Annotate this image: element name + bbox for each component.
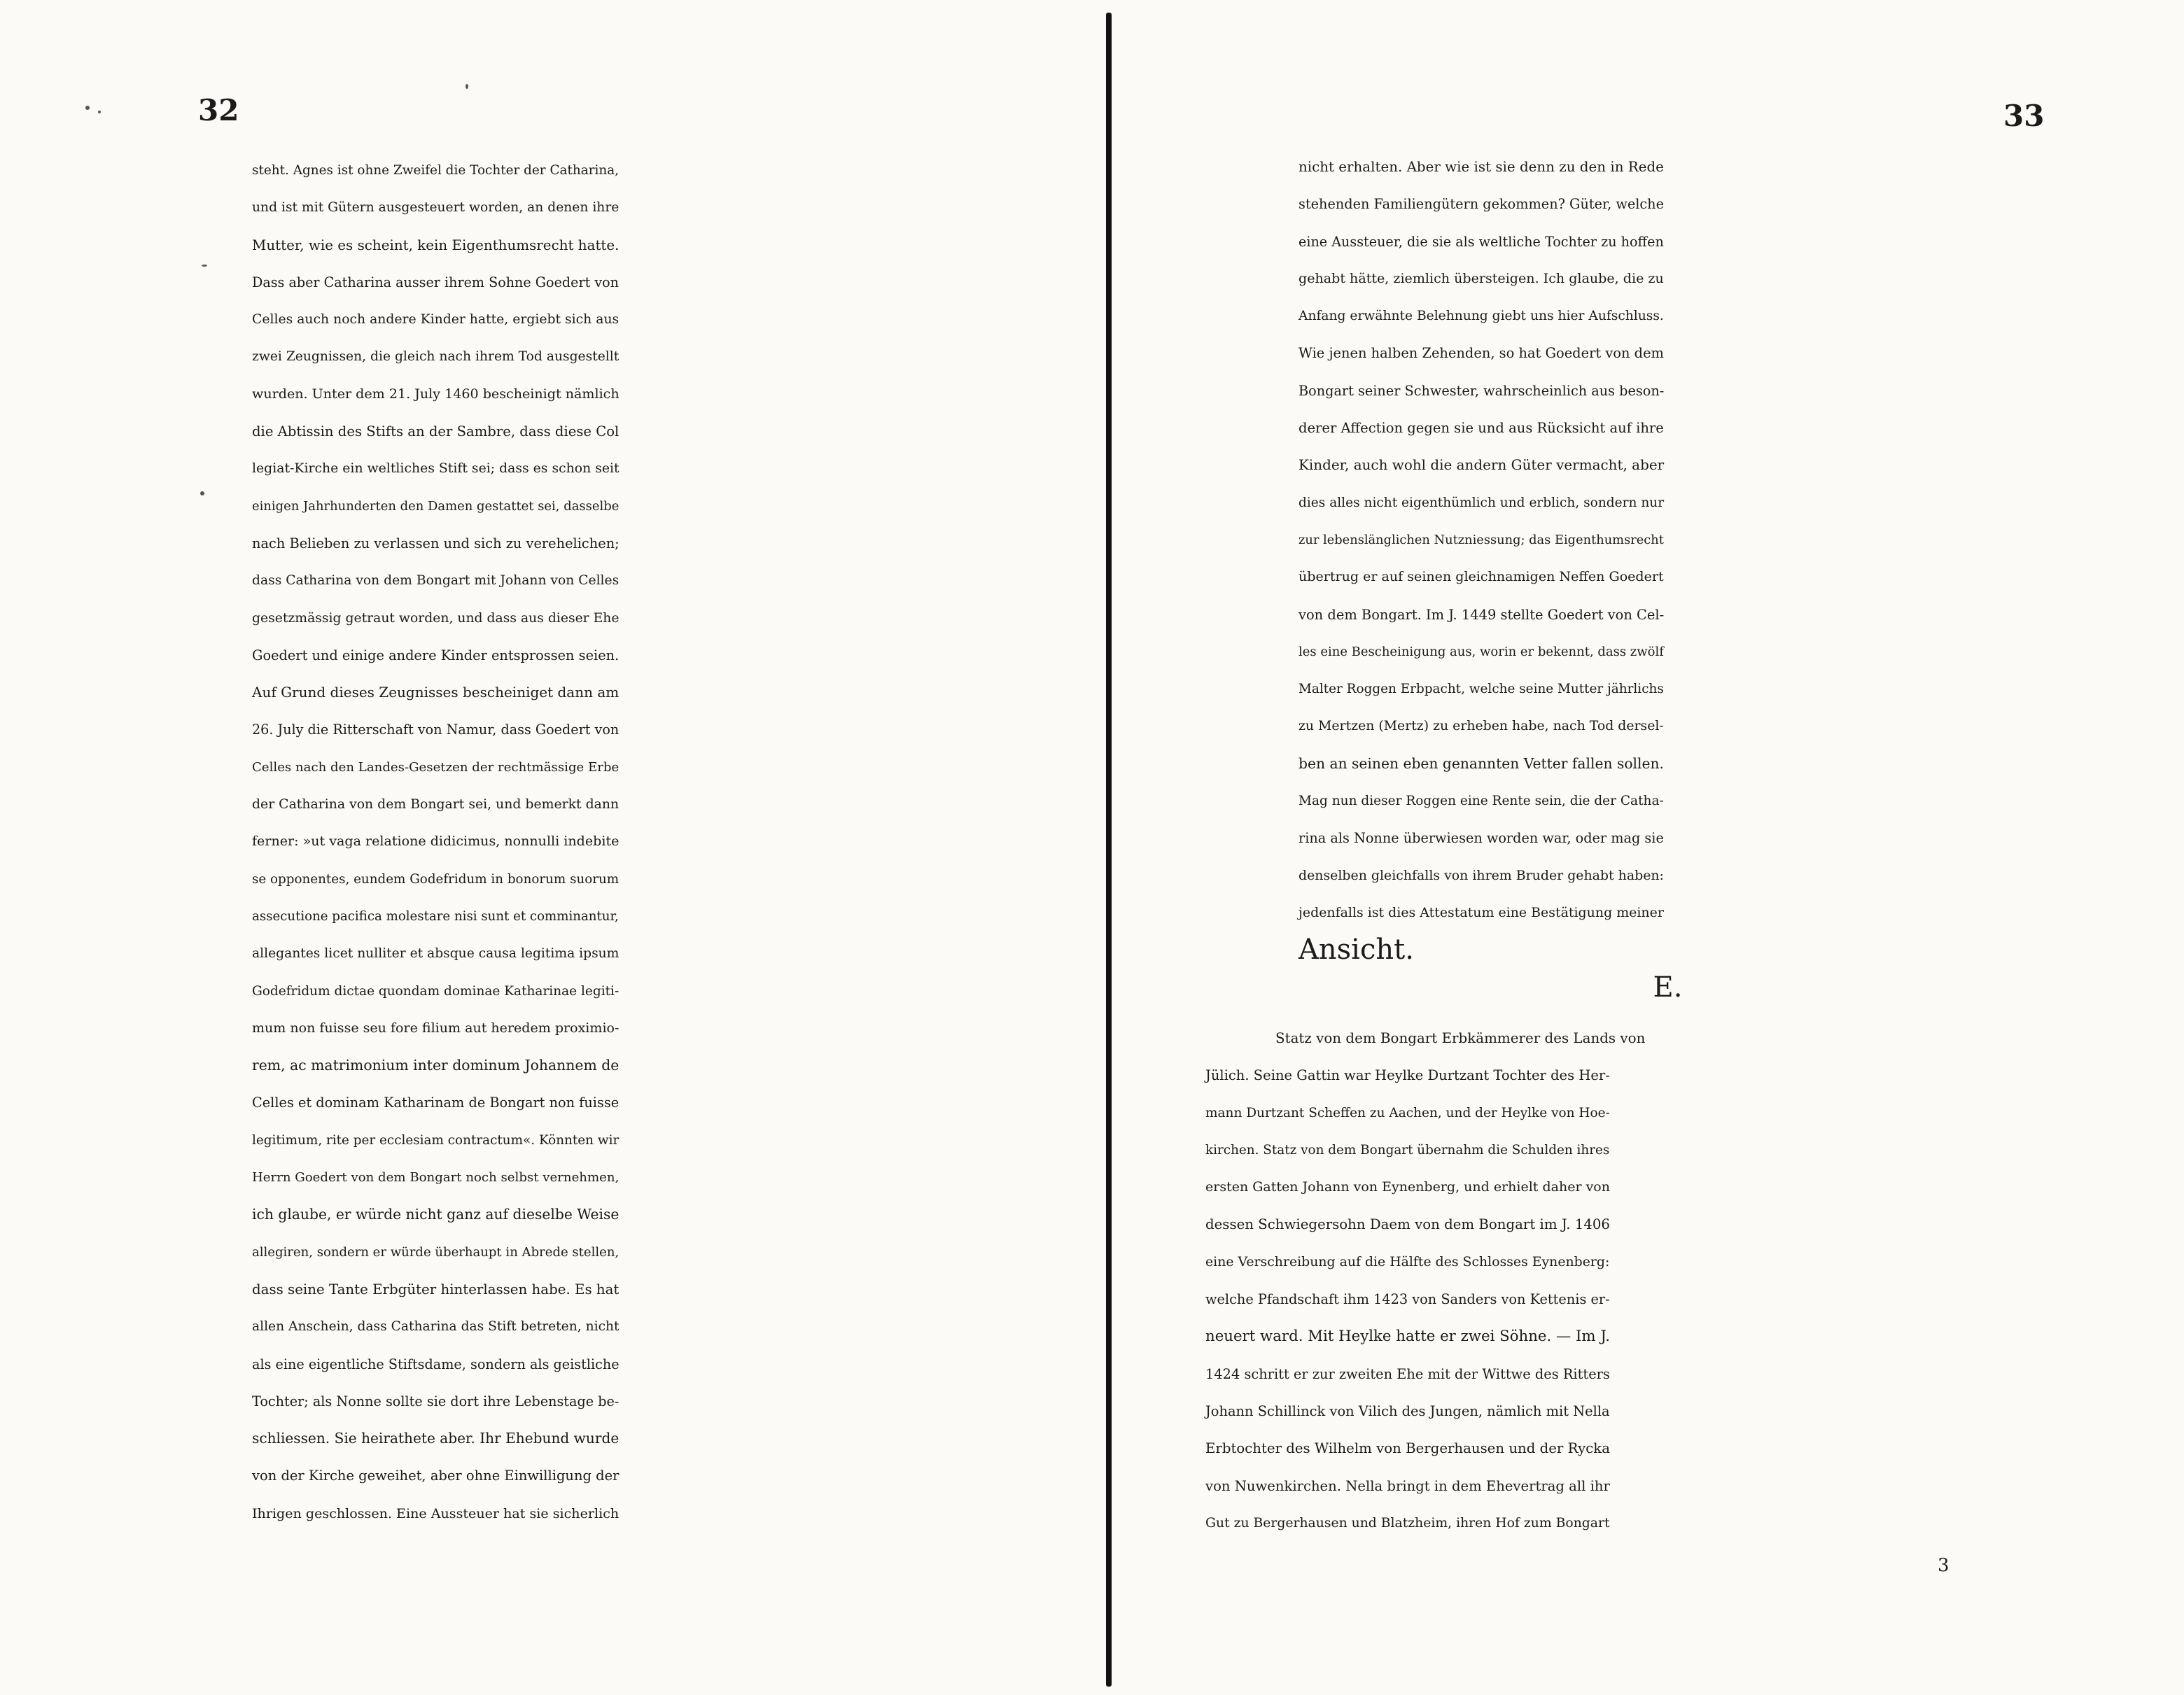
text-line: neuert ward. Mit Heylke hatte er zwei Söhne. — Im J. xyxy=(1205,1328,1610,1346)
text-line: steht. Agnes ist ohne Zweifel die Tochter der Catharina, xyxy=(252,163,620,178)
text-line: der Catharina von dem Bongart sei, und bemerkt dann xyxy=(252,797,620,813)
text-line: mum non fuisse seu fore filium aut heredem proximio- xyxy=(252,1020,620,1036)
text-line: Johann Schillinck von Vilich des Jungen, nämlich mit Nella xyxy=(1205,1402,1610,1419)
page-number-right: 33 xyxy=(2003,99,2045,133)
signature-mark: 3 xyxy=(1938,1555,1949,1576)
text-line: stehenden Familiengütern gekommen? Güter, welche xyxy=(1298,196,1664,213)
text-line: nach Belieben zu verlassen und sich zu verehelichen; xyxy=(252,535,620,551)
print-speck xyxy=(85,106,90,110)
text-line: assecutione pacifica molestare nisi sunt et comminantur, xyxy=(252,908,619,924)
text-line: allegantes licet nulliter et absque causa legitima ipsum xyxy=(252,946,620,962)
text-line: die Abtissin des Stifts an der Sambre, dass diese Col xyxy=(252,423,620,440)
text-line: Wie jenen halben Zehenden, so hat Goedert von dem xyxy=(1298,345,1664,362)
text-line: zu Mertzen (Mertz) zu erheben habe, nach Tod dersel- xyxy=(1298,718,1664,734)
text-line: legitimum, rite per ecclesiam contractum«. Könnten wir xyxy=(252,1132,620,1148)
text-line: 1424 schritt er zur zweiten Ehe mit der Wittwe des Ritters xyxy=(1205,1365,1610,1382)
print-speck xyxy=(200,491,204,495)
text-line: dies alles nicht eigenthümlich und erblich, sondern nur xyxy=(1298,495,1665,510)
text-line: ben an seinen eben genannten Vetter fallen sollen. xyxy=(1298,754,1664,772)
text-line: von Nuwenkirchen. Nella bringt in dem Ehevertrag all ihr xyxy=(1205,1477,1610,1494)
text-line: von dem Bongart. Im J. 1449 stellte Goedert von Cel- xyxy=(1298,606,1665,623)
text-line: Anfang erwähnte Belehnung giebt uns hier Aufschluss. xyxy=(1298,309,1664,324)
page-number-left: 32 xyxy=(198,93,239,127)
text-line: Ansicht. xyxy=(1298,934,1414,966)
text-line: eine Verschreibung auf die Hälfte des Schlosses Eynenberg: xyxy=(1205,1253,1610,1270)
text-line: Gut zu Bergerhausen und Blatzheim, ihren Hof zum Bongart xyxy=(1205,1515,1610,1531)
text-line: mann Durtzant Scheffen zu Aachen, und der Heylke von Hoe- xyxy=(1205,1105,1610,1120)
text-line: schliessen. Sie heirathete aber. Ihr Ehebund wurde xyxy=(252,1430,620,1447)
text-line: Erbtochter des Wilhelm von Bergerhausen und der Rycka xyxy=(1205,1440,1610,1457)
section-heading: E. xyxy=(1653,971,1683,1004)
text-line: ferner: »ut vaga relatione didicimus, nonnulli indebite xyxy=(252,834,620,850)
text-line: Ihrigen geschlossen. Eine Aussteuer hat sie sicherlich xyxy=(252,1505,620,1521)
print-speck xyxy=(465,84,468,89)
text-line: rem, ac matrimonium inter dominum Johannem de xyxy=(252,1057,620,1074)
text-line: Celles nach den Landes-Gesetzen der rechtmässige Erbe xyxy=(252,759,620,775)
text-line: Herrn Goedert von dem Bongart noch selbst vernehmen, xyxy=(252,1170,620,1186)
text-line: allen Anschein, dass Catharina das Stift betreten, nicht xyxy=(252,1319,620,1335)
text-line: se opponentes, eundem Godefridum in bonorum suorum xyxy=(252,871,620,887)
text-line: denselben gleichfalls von ihrem Bruder gehabt haben: xyxy=(1298,867,1664,883)
text-line: übertrug er auf seinen gleichnamigen Neffen Goedert xyxy=(1298,569,1664,585)
text-line: ich glaube, er würde nicht ganz auf dieselbe Weise xyxy=(252,1206,620,1223)
text-line: allegiren, sondern er würde überhaupt in Abrede stellen, xyxy=(252,1244,620,1260)
text-line: Malter Roggen Erbpacht, welche seine Mutter jährlichs xyxy=(1298,682,1664,697)
text-line: als eine eigentliche Stiftsdame, sondern als geistliche xyxy=(252,1356,620,1372)
text-line: dessen Schwiegersohn Daem von dem Bongart im J. 1406 xyxy=(1205,1216,1610,1233)
text-line: Goedert und einige andere Kinder entsprossen seien. xyxy=(252,647,620,663)
text-line: von der Kirche geweihet, aber ohne Einwilligung der xyxy=(252,1468,620,1484)
text-line: nicht erhalten. Aber wie ist sie denn zu den in Rede xyxy=(1298,159,1664,175)
text-line: welche Pfandschaft ihm 1423 von Sanders von Kettenis er- xyxy=(1205,1291,1610,1308)
text-line: Celles et dominam Katharinam de Bongart non fuisse xyxy=(252,1095,620,1111)
text-line: zur lebenslänglichen Nutzniessung; das Eigenthumsrecht xyxy=(1298,532,1664,547)
text-line: Auf Grund dieses Zeugnisses bescheiniget dann am xyxy=(252,684,620,701)
text-line: derer Affection gegen sie und aus Rücksicht auf ihre xyxy=(1298,420,1664,437)
text-line: Mutter, wie es scheint, kein Eigenthumsrecht hatte. xyxy=(252,237,620,253)
text-line: les eine Bescheinigung aus, worin er bekennt, dass zwölf xyxy=(1298,644,1664,659)
print-speck xyxy=(202,265,207,267)
text-line: einigen Jahrhunderten den Damen gestattet sei, dasselbe xyxy=(252,498,620,514)
text-line: gehabt hätte, ziemlich übersteigen. Ich glaube, die zu xyxy=(1298,270,1664,286)
book-gutter xyxy=(1106,13,1112,1687)
text-line: eine Aussteuer, die sie als weltliche Tochter zu hoffen xyxy=(1298,233,1664,250)
text-line: Bongart seiner Schwester, wahrscheinlich aus beson- xyxy=(1298,382,1665,399)
print-speck xyxy=(98,111,101,113)
text-line: wurden. Unter dem 21. July 1460 bescheinigt nämlich xyxy=(252,386,620,402)
right-page-body-top xyxy=(1298,148,2037,1006)
text-line: ersten Gatten Johann von Eynenberg, und erhielt daher von xyxy=(1205,1179,1610,1195)
text-line: kirchen. Statz von dem Bongart übernahm die Schulden ihres xyxy=(1205,1142,1610,1158)
text-line: dass seine Tante Erbgüter hinterlassen habe. Es hat xyxy=(252,1281,620,1297)
text-line: Statz von dem Bongart Erbkämmerer des Lands von xyxy=(1275,1030,1646,1046)
text-line: Celles auch noch andere Kinder hatte, ergiebt sich aus xyxy=(252,312,620,328)
text-line: und ist mit Gütern ausgesteuert worden, an denen ihre xyxy=(252,200,620,216)
text-line: legiat-Kirche ein weltliches Stift sei; dass es schon seit xyxy=(252,461,620,477)
text-line: Godefridum dictae quondam dominae Katharinae legiti- xyxy=(252,983,620,999)
left-page-body xyxy=(252,152,994,1532)
text-line: Tochter; als Nonne sollte sie dort ihre Lebenstage be- xyxy=(252,1393,620,1409)
text-line: Kinder, auch wohl die andern Güter vermacht, aber xyxy=(1298,456,1665,474)
text-line: dass Catharina von dem Bongart mit Johann von Celles xyxy=(252,573,620,589)
text-line: rina als Nonne überwiesen worden war, oder mag sie xyxy=(1298,830,1664,847)
text-line: zwei Zeugnissen, die gleich nach ihrem Tod ausgestellt xyxy=(252,349,620,365)
text-line: 26. July die Ritterschaft von Namur, dass Goedert von xyxy=(252,722,620,738)
text-line: jedenfalls ist dies Attestatum eine Bestätigung meiner xyxy=(1298,904,1664,920)
text-line: Jülich. Seine Gattin war Heylke Durtzant Tochter des Her- xyxy=(1205,1067,1610,1084)
text-line: Mag nun dieser Roggen eine Rente sein, die der Catha- xyxy=(1298,794,1664,809)
right-page-body-bottom xyxy=(1205,1020,2023,1542)
text-line: Dass aber Catharina ausser ihrem Sohne Goedert von xyxy=(252,274,619,290)
text-line: gesetzmässig getraut worden, und dass aus dieser Ehe xyxy=(252,610,620,626)
